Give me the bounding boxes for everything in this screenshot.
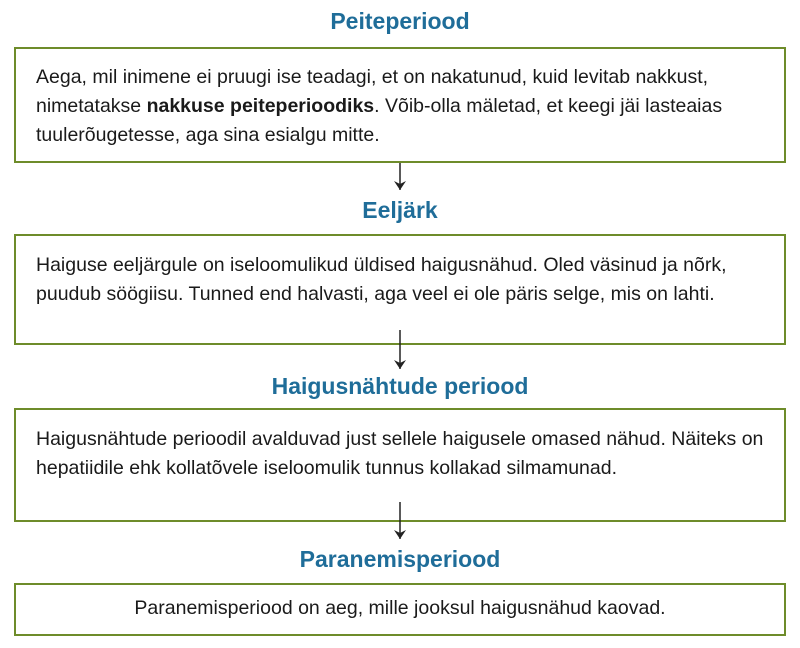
stage-description-prodromal: Haiguse eeljärgule on iseloomulikud üldised haigusnähud. Oled väsinud ja nõrk, puudub söögiisu. Tunned end halvasti, aga veel ei ole päris selge, mis on lahti. (36, 254, 727, 305)
stage-box-recovery (14, 583, 786, 636)
stage-title-incubation: Peiteperiood (330, 8, 470, 34)
stage-title-symptom-period: Haigusnähtude periood (271, 373, 529, 399)
stage-title-recovery: Paranemisperiood (299, 546, 501, 572)
stage-title-prodromal: Eeljärk (362, 197, 438, 223)
stage-description-symptom-period: Haigusnähtude perioodil avalduvad just sellele haigusele omased nähud. Näiteks on hepatiidile ehk kollatõvele iseloomulik tunnus kollakad silmamunad. (36, 428, 764, 479)
stage-description-recovery: Paranemisperiood on aeg, mille jooksul haigusnähud kaovad. (134, 597, 666, 619)
stage-description-incubation (36, 63, 764, 150)
stage-box-incubation (14, 47, 786, 163)
description-text-start: Aega, mil inimene ei pruugi ise teadagi, et on nakatunud, kuid levitab nakkust, nimetatakse (36, 66, 709, 117)
stage-box-prodromal (14, 234, 786, 345)
description-bold-term: nakkuse peiteperioodiks (146, 95, 375, 117)
down-arrow-icon (391, 163, 409, 191)
down-arrow-icon (391, 330, 409, 370)
down-arrow-icon (391, 502, 409, 540)
description-text-end: . Võib-olla mäletad, et keegi jäi lasteaias tuulerõugetesse, aga sina esialgu mitte. (36, 95, 723, 146)
